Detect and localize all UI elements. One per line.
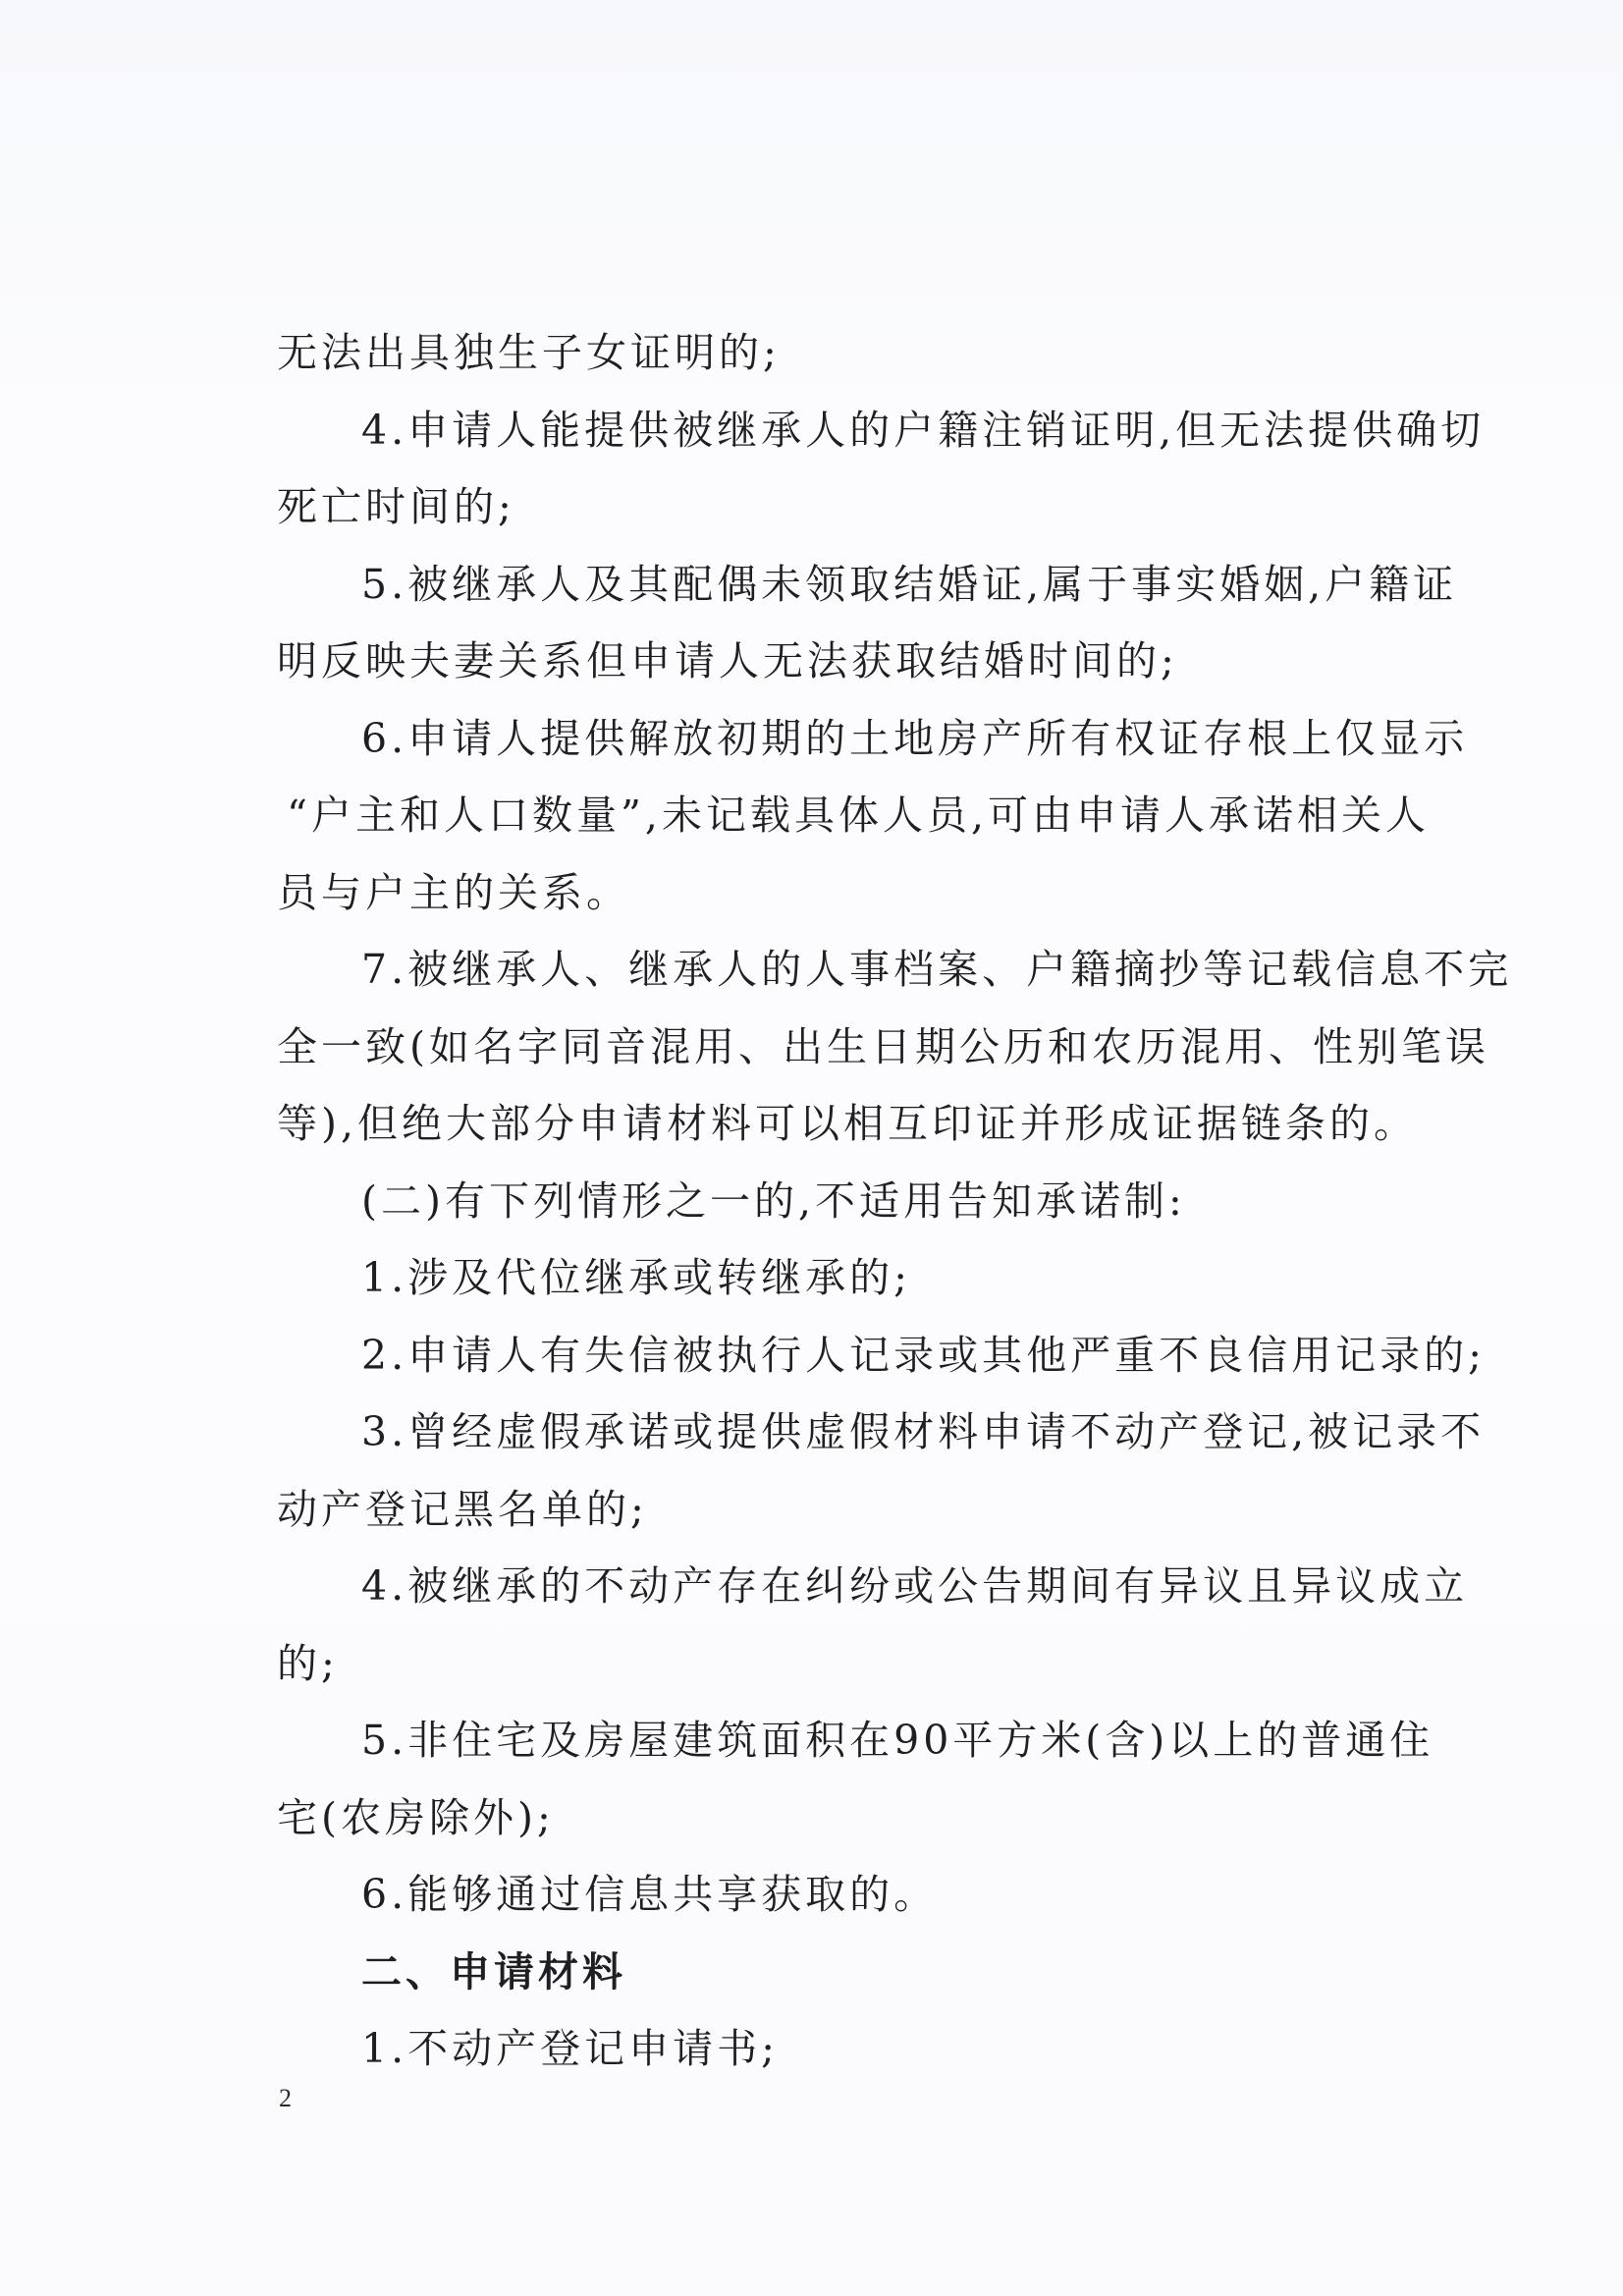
list-item-5: 5.被继承人及其配偶未领取结婚证,属于事实婚姻,户籍证 bbox=[361, 560, 1458, 608]
list-item-1: 1.涉及代位继承或转继承的; bbox=[361, 1254, 911, 1301]
body-text bbox=[277, 314, 1513, 2088]
list-item-6: 6.申请人提供解放初期的土地房产所有权证存根上仅显示 bbox=[361, 714, 1469, 762]
text-line-continuation: “户主和人口数量”,未记载具体人员,可由申请人承诺相关人 bbox=[287, 792, 1430, 839]
list-item-5: 5.非住宅及房屋建筑面积在90平方米(含)以上的普通住 bbox=[361, 1717, 1434, 1764]
text-line-continuation: 等),但绝大部分申请材料可以相互印证并形成证据链条的。 bbox=[277, 1100, 1419, 1147]
text-line-continuation: 的; bbox=[277, 1639, 339, 1687]
text-line-continuation: 明反映夫妻关系但申请人无法获取结婚时间的; bbox=[277, 637, 1178, 684]
text-line-continuation: 无法出具独生子女证明的; bbox=[277, 329, 781, 376]
section-subheading: (二)有下列情形之一的,不适用告知承诺制: bbox=[361, 1176, 1186, 1225]
text-line-continuation: 宅(农房除外); bbox=[277, 1793, 555, 1841]
list-item-7: 7.被继承人、继承人的人事档案、户籍摘抄等记载信息不完 bbox=[361, 946, 1513, 993]
page-number: 2 bbox=[279, 2084, 292, 2112]
list-item-6: 6.能够通过信息共享获取的。 bbox=[361, 1871, 939, 1918]
list-item-4: 4.被继承的不动产存在纠纷或公告期间有异议且异议成立 bbox=[361, 1562, 1469, 1610]
text-line-continuation: 死亡时间的; bbox=[277, 483, 515, 530]
list-item-2: 2.申请人有失信被执行人记录或其他严重不良信用记录的; bbox=[361, 1331, 1486, 1379]
section-heading: 二、申请材料 bbox=[361, 1947, 626, 1995]
text-line-continuation: 员与户主的关系。 bbox=[277, 868, 630, 916]
list-item-3: 3.曾经虚假承诺或提供虚假材料申请不动产登记,被记录不 bbox=[361, 1408, 1486, 1455]
text-line-continuation: 全一致(如名字同音混用、出生日期公历和农历混用、性别笔误 bbox=[277, 1022, 1489, 1070]
list-item-4: 4.申请人能提供被继承人的户籍注销证明,但无法提供确切 bbox=[361, 406, 1486, 454]
text-line-continuation: 动产登记黑名单的; bbox=[277, 1485, 648, 1533]
list-item-1: 1.不动产登记申请书; bbox=[361, 2025, 779, 2072]
